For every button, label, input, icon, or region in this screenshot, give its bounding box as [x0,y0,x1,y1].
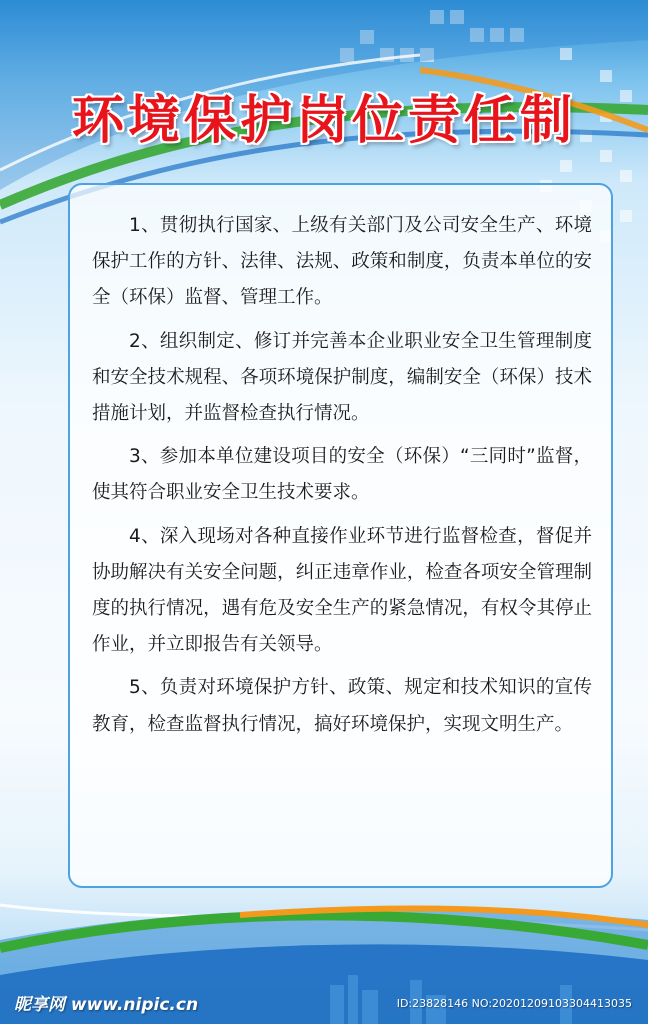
duty-list [92,208,592,750]
duty-item-2: 2、组织制定、修订并完善本企业职业安全卫生管理制度和安全技术规程、各项环境保护制度，编制安全（环保）技术措施计划，并监督检查执行情况。 [92,330,592,425]
duty-item-5: 5、负责对环境保护方针、政策、规定和技术知识的宣传教育，检查监督执行情况，搞好环境保护，实现文明生产。 [92,677,592,735]
poster-title: 环境保护岗位责任制 [71,91,576,151]
duty-item-3: 3、参加本单位建设项目的安全（环保）“三同时”监督，使其符合职业安全卫生技术要求。 [92,446,592,504]
image-id-text: ID:23828146 NO:20201209103304413035 [396,997,632,1010]
watermark-logo: 昵享网 www.nipic.cn [14,995,199,1015]
duty-item-1: 1、贯彻执行国家、上级有关部门及公司安全生产、环境保护工作的方针、法律、法规、政策和制度，负责本单位的安全（环保）监督、管理工作。 [92,215,592,309]
duty-item-4: 4、深入现场对各种直接作业环节进行监督检查，督促并协助解决有关安全问题，纠正违章作业，检查各项安全管理制度的执行情况，遇有危及安全生产的紧急情况，有权令其停止作业，并立即报告有关领导。 [92,525,592,656]
